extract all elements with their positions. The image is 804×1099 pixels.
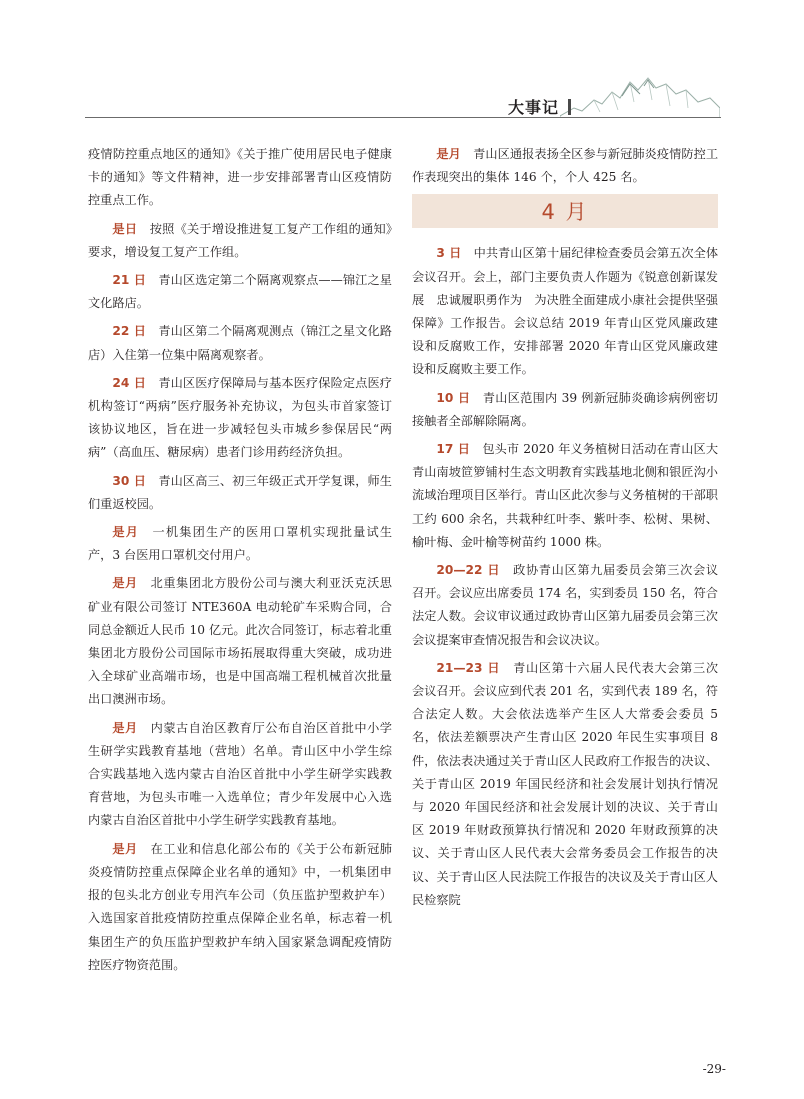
- month-label: 4 月: [541, 200, 589, 225]
- entry-date: 是月: [112, 720, 138, 735]
- entry: 是月 内蒙古自治区教育厅公布自治区首批中小学生研学实践教育基地（营地）名单。青山区中小学生综合实践基地入选内蒙古自治区首批中小学生研学实践教育营地，为包头市唯一入选单位；青少年发展中心入选内蒙古自治区首批中小学生研学实践教育基地。: [88, 720, 392, 828]
- entry-date: 是月: [112, 576, 138, 591]
- entry-date: 10 日: [436, 390, 471, 405]
- entry: 是月 一机集团生产的医用口罩机实现批量试生产，3 台医用口罩机交付用户。: [88, 525, 393, 563]
- entry: 17 日 包头市 2020 年义务植树日活动在青山区大青山南坡笸箩铺村生态文明教育实践基地北侧和银匠沟小流域治理项目区举行。青山区此次参与义务植树的干部职工约 600 余名，共栽种红叶李、紫叶李、松树、果树、榆叶梅、金叶榆等树苗约 1000 株。: [412, 442, 719, 549]
- header-rule: [85, 117, 721, 118]
- entry-continued: 疫情防控重点地区的通知》《关于推广使用居民电子健康卡的通知》等文件精神，进一步安排部署青山区疫情防控重点工作。: [88, 147, 392, 208]
- page-number: -29-: [702, 1062, 726, 1076]
- entry-date: 21—23 日: [436, 660, 501, 675]
- entry: 21—23 日 青山区第十六届人民代表大会第三次会议召开。会议应到代表 201 名，实到代表 189 名，符合法定人数。大会依法选举产生区人大常委会委员 5 名，依法差额票决产生青山区 2020 年民生实事项目 8 件，依法表决通过关于青山区人民政府工作报告的决议、关于青山区 2019 年国民经济和社会发展计划执行情况与 2020 年国民经济和社会发展计划的决议、关于青山区 2019 年财政预算执行情况和 2020 年财政预算的决议、关于青山区人民代表大会常务委员会工作报告的决议、关于青山区人民法院工作报告的决议及关于青山区人民检察院: [412, 660, 719, 907]
- month-heading: [412, 194, 718, 228]
- entry: 3 日 中共青山区第十届纪律检查委员会第五次全体会议召开。会上，部门主要负责人作题为《锐意创新谋发展 忠诚履职勇作为 为决胜全面建成小康社会提供坚强保障》工作报告。会议总结 2019 年青山区党风廉政建设和反腐败工作，安排部署 2020 年青山区党风廉政建设和反腐败主要工作。: [412, 246, 719, 377]
- entry: 是月 青山区通报表扬全区参与新冠肺炎疫情防控工作表现突出的集体 146 个，个人 425 名。: [412, 147, 719, 185]
- entry: 10 日 青山区范围内 39 例新冠肺炎确诊病例密切接触者全部解除隔离。: [412, 390, 718, 428]
- entry: 是日 按照《关于增设推进复工复产工作组的通知》要求，增设复工复产工作组。: [88, 221, 393, 259]
- entry-date: 是月: [112, 525, 140, 540]
- entry-date: 21 日: [112, 273, 147, 288]
- entry: 30 日 青山区高三、初三年级正式开学复课，师生们重返校园。: [88, 473, 392, 511]
- entry-date: 20—22 日: [436, 563, 501, 578]
- entry: 22 日 青山区第二个隔离观测点（锦江之星文化路店）入住第一位集中隔离观察者。: [88, 324, 392, 362]
- right-column: [412, 143, 718, 917]
- mountain-decoration-icon: [560, 72, 720, 118]
- entry: 21 日 青山区选定第二个隔离观察点——锦江之星文化路店。: [88, 273, 392, 311]
- entry-date: 是日: [112, 221, 138, 236]
- entry-date: 24 日: [112, 375, 147, 390]
- header-divider: [568, 99, 571, 115]
- entry: 是月 北重集团北方股份公司与澳大利亚沃克沃思矿业有限公司签订 NTE360A 电动轮矿车采购合同，合同总金额近人民币 10 亿元。此次合同签订，标志着北重集团北方股份公司国际市场拓展取得重大突破，成功进入全球矿业高端市场，也是中国高端工程机械首次批量出口澳洲市场。: [88, 576, 392, 707]
- entry: 20—22 日 政协青山区第九届委员会第三次会议召开。会议应出席委员 174 名，实到委员 150 名，符合法定人数。会议审议通过政协青山区第九届委员会第三次会议提案审查情况报告和会议决议。: [412, 563, 719, 647]
- left-column: [88, 143, 392, 982]
- entry-date: 17 日: [436, 442, 471, 457]
- entry-date: 30 日: [112, 473, 147, 488]
- entry: 是月 在工业和信息化部公布的《关于公布新冠肺炎疫情防控重点保障企业名单的通知》中，一机集团申报的包头北方创业专用汽车公司（负压监护型救护车）入选国家首批疫情防控重点保障企业名单，标志着一机集团生产的负压监护型救护车纳入国家紧急调配疫情防控医疗物资范围。: [88, 841, 392, 972]
- entry-date: 是月: [112, 841, 138, 856]
- section-title: 大事记: [508, 98, 560, 117]
- entry-date: 3 日: [436, 246, 462, 261]
- entry-date: 22 日: [112, 324, 147, 339]
- entry-date: 是月: [436, 147, 461, 161]
- entry: 24 日 青山区医疗保障局与基本医疗保险定点医疗机构签订“两病”医疗服务补充协议，为包头市首家签订该协议地区，旨在进一步减轻包头市城乡参保居民“两病”（高血压、糖尿病）患者门诊用药经济负担。: [88, 375, 392, 460]
